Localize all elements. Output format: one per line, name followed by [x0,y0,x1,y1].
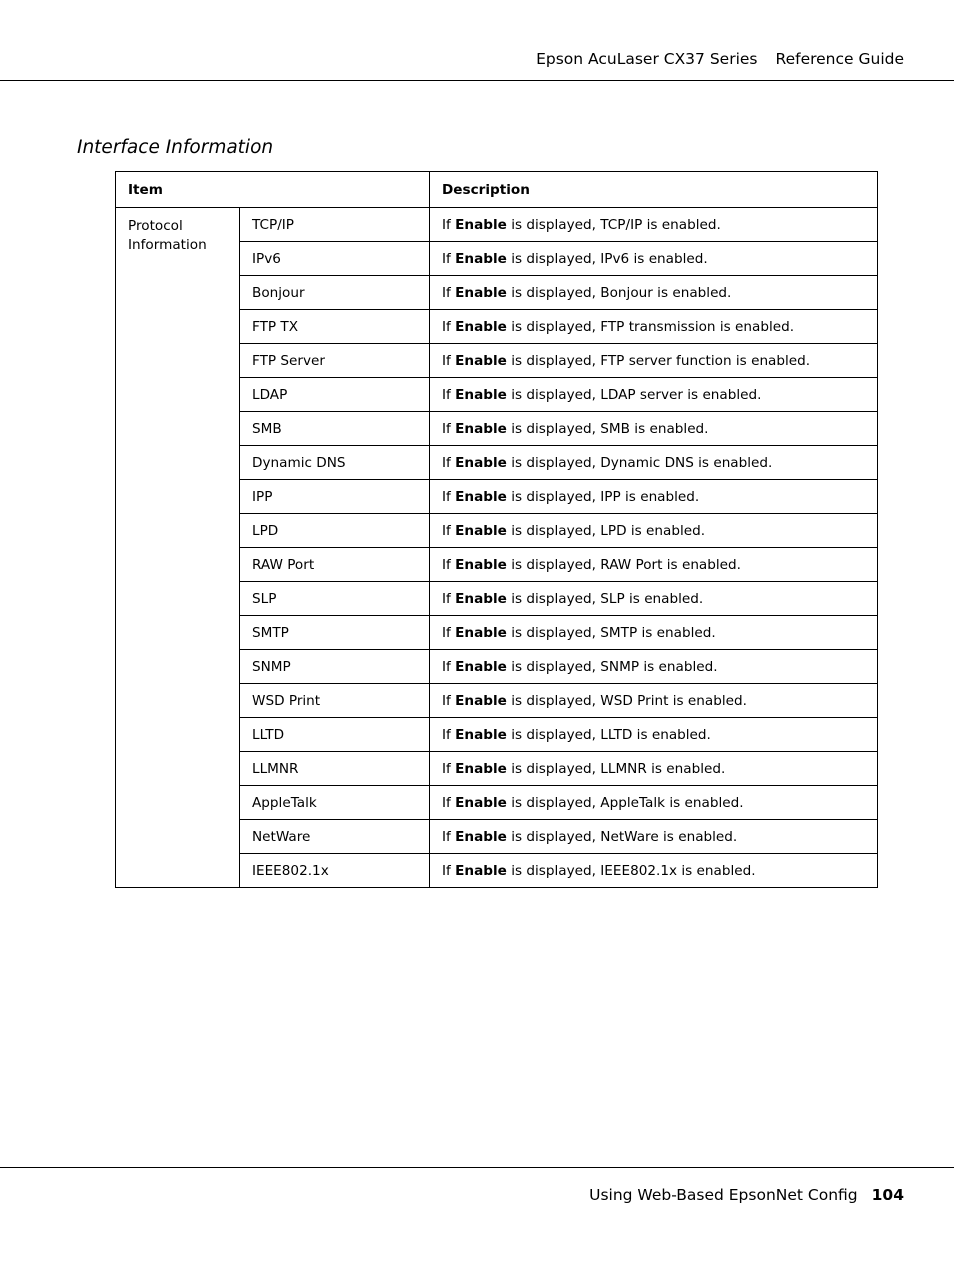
row-item: FTP Server [240,344,430,378]
description-text: is displayed, SNMP is enabled. [506,658,718,675]
row-description [430,820,878,854]
row-description [430,378,878,412]
description-text: is displayed, NetWare is enabled. [506,828,738,845]
description-prefix: If [442,250,456,267]
description-prefix: If [442,794,456,811]
description-enable-keyword: Enable [455,794,507,811]
description-enable-keyword: Enable [455,216,507,233]
row-item: IEEE802.1x [240,854,430,888]
footer-divider [0,1167,954,1168]
description-prefix: If [442,862,456,879]
row-item: LPD [240,514,430,548]
row-description [430,854,878,888]
description-enable-keyword: Enable [455,420,507,437]
description-enable-keyword: Enable [455,862,507,879]
description-prefix: If [442,624,456,641]
description-text: is displayed, AppleTalk is enabled. [506,794,744,811]
description-prefix: If [442,454,456,471]
description-enable-keyword: Enable [455,760,507,777]
row-item: IPv6 [240,242,430,276]
description-prefix: If [442,488,456,505]
row-description [430,582,878,616]
description-enable-keyword: Enable [455,454,507,471]
description-text: is displayed, SLP is enabled. [506,590,704,607]
page-footer [589,1186,904,1204]
row-item: FTP TX [240,310,430,344]
table-body [116,208,878,888]
description-text: is displayed, LLMNR is enabled. [506,760,726,777]
row-item: LDAP [240,378,430,412]
row-item: RAW Port [240,548,430,582]
description-enable-keyword: Enable [455,318,507,335]
row-description [430,650,878,684]
description-text: is displayed, IPP is enabled. [506,488,700,505]
description-text: is displayed, Dynamic DNS is enabled. [506,454,773,471]
row-description [430,412,878,446]
description-text: is displayed, LLTD is enabled. [506,726,711,743]
description-prefix: If [442,760,456,777]
description-prefix: If [442,726,456,743]
row-description [430,752,878,786]
description-prefix: If [442,318,456,335]
description-prefix: If [442,284,456,301]
row-item: LLTD [240,718,430,752]
header-description: Description [430,172,878,208]
row-item: Dynamic DNS [240,446,430,480]
table-header-row [116,172,878,208]
description-prefix: If [442,522,456,539]
description-enable-keyword: Enable [455,828,507,845]
description-text: is displayed, LDAP server is enabled. [506,386,762,403]
description-prefix: If [442,216,456,233]
header-product: Epson AcuLaser CX37 Series [536,50,758,68]
row-item: WSD Print [240,684,430,718]
description-prefix: If [442,590,456,607]
table-row [116,208,878,242]
row-description [430,616,878,650]
header-guide: Reference Guide [775,50,904,68]
description-text: is displayed, SMTP is enabled. [506,624,716,641]
row-description [430,446,878,480]
row-description [430,242,878,276]
row-item: Bonjour [240,276,430,310]
row-item: SMTP [240,616,430,650]
description-text: is displayed, FTP transmission is enabled. [506,318,795,335]
description-enable-keyword: Enable [455,692,507,709]
footer-chapter: Using Web-Based EpsonNet Config [589,1186,858,1204]
page-header [536,50,904,68]
description-enable-keyword: Enable [455,488,507,505]
row-item: LLMNR [240,752,430,786]
description-enable-keyword: Enable [455,284,507,301]
description-text: is displayed, WSD Print is enabled. [506,692,747,709]
row-item: AppleTalk [240,786,430,820]
row-description [430,684,878,718]
description-text: is displayed, FTP server function is enabled. [506,352,811,369]
description-enable-keyword: Enable [455,386,507,403]
row-item: SNMP [240,650,430,684]
row-description [430,718,878,752]
description-enable-keyword: Enable [455,556,507,573]
interface-info-table [115,171,878,888]
description-text: is displayed, LPD is enabled. [506,522,706,539]
row-description [430,310,878,344]
description-enable-keyword: Enable [455,658,507,675]
description-enable-keyword: Enable [455,726,507,743]
row-description [430,514,878,548]
group-label: Protocol Information [116,208,240,888]
description-text: is displayed, IPv6 is enabled. [506,250,708,267]
description-prefix: If [442,828,456,845]
row-item: NetWare [240,820,430,854]
description-enable-keyword: Enable [455,522,507,539]
description-prefix: If [442,556,456,573]
row-description [430,344,878,378]
description-enable-keyword: Enable [455,250,507,267]
description-text: is displayed, RAW Port is enabled. [506,556,741,573]
description-enable-keyword: Enable [455,352,507,369]
description-text: is displayed, Bonjour is enabled. [506,284,732,301]
row-description [430,480,878,514]
description-enable-keyword: Enable [455,624,507,641]
description-prefix: If [442,352,456,369]
row-item: SLP [240,582,430,616]
description-prefix: If [442,386,456,403]
row-description [430,786,878,820]
description-prefix: If [442,692,456,709]
description-enable-keyword: Enable [455,590,507,607]
row-item: SMB [240,412,430,446]
description-prefix: If [442,420,456,437]
description-prefix: If [442,658,456,675]
page-number: 104 [871,1186,904,1204]
header-item: Item [116,172,430,208]
row-description [430,208,878,242]
description-text: is displayed, TCP/IP is enabled. [506,216,721,233]
row-description [430,276,878,310]
section-title: Interface Information [77,137,274,158]
description-text: is displayed, IEEE802.1x is enabled. [506,862,756,879]
row-description [430,548,878,582]
row-item: IPP [240,480,430,514]
header-divider [0,80,954,81]
row-item: TCP/IP [240,208,430,242]
description-text: is displayed, SMB is enabled. [506,420,709,437]
